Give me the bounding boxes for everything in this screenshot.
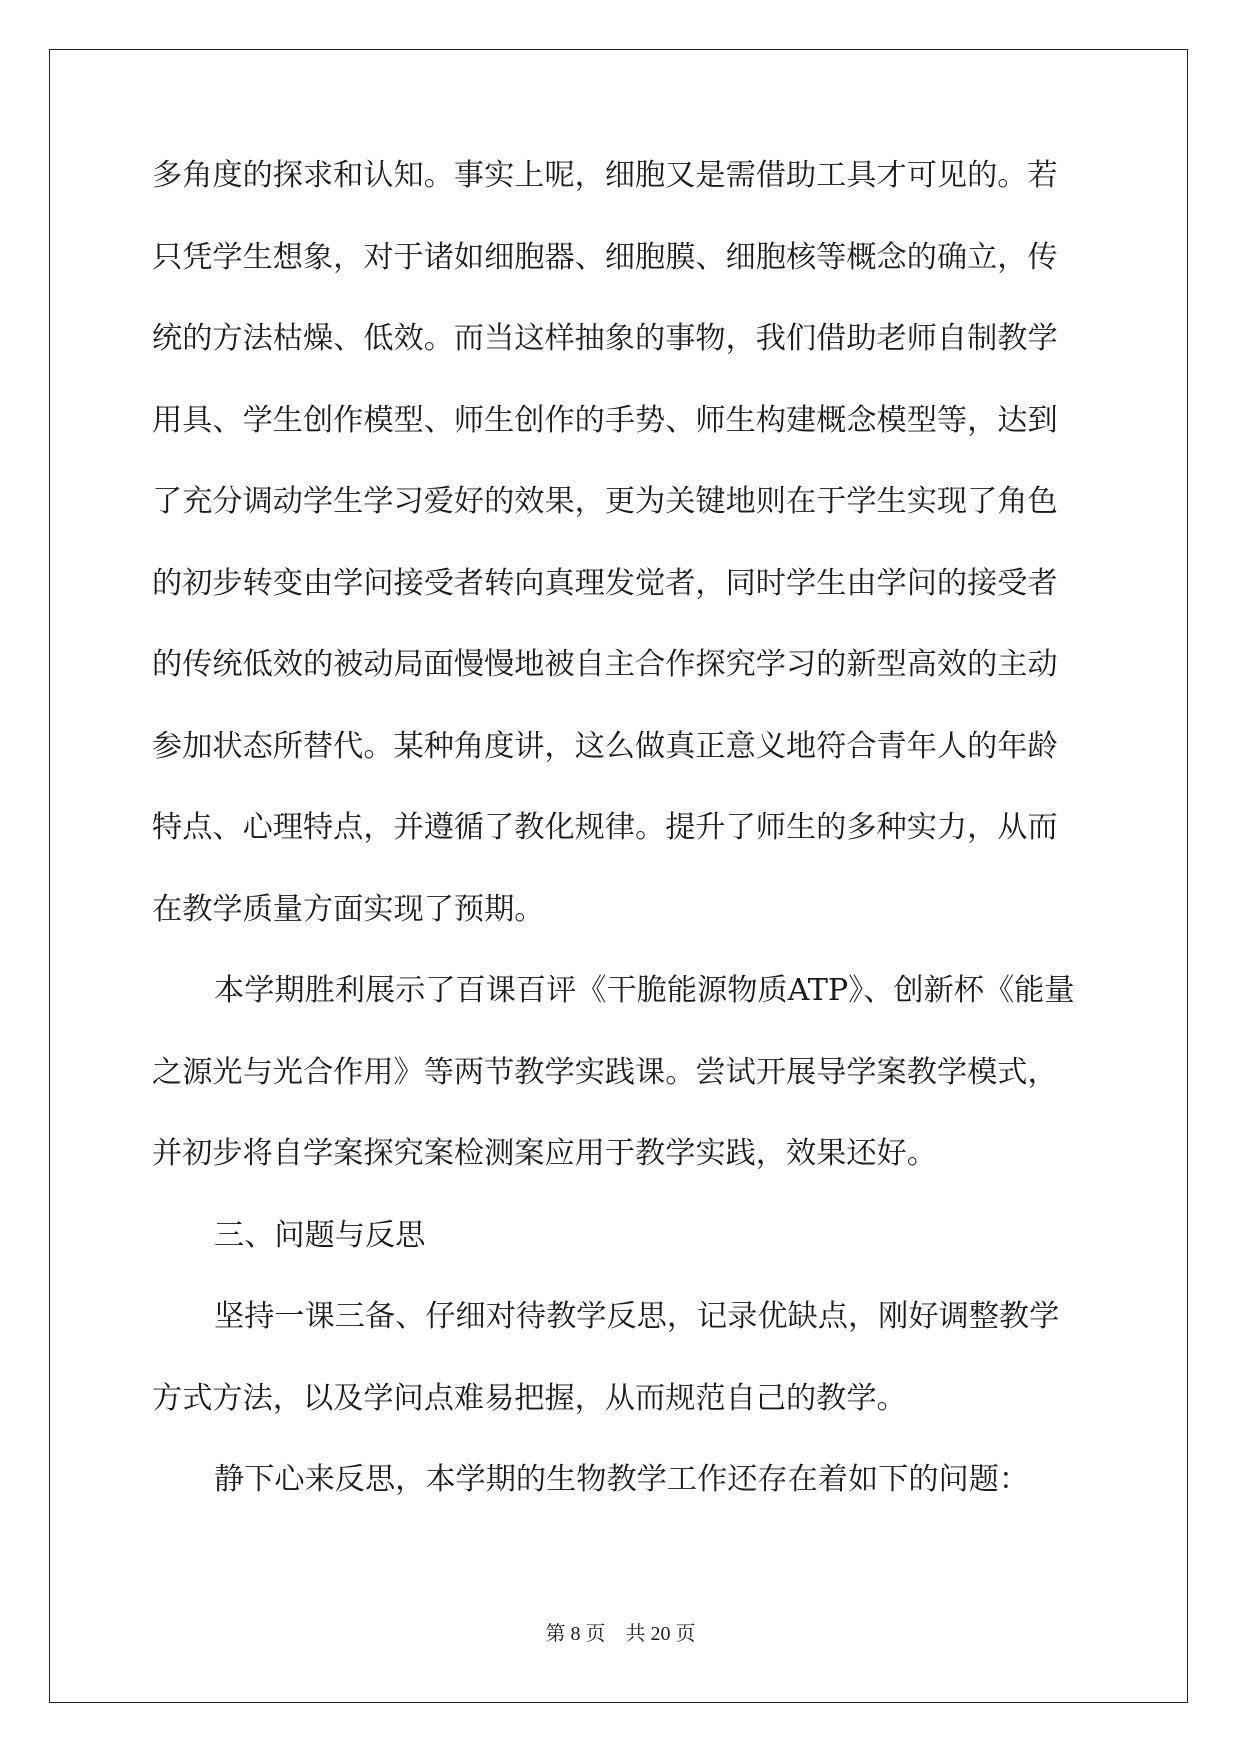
text-line: 方式方法，以及学问点难易把握，从而规范自己的教学。 bbox=[152, 1380, 907, 1416]
text-line: 用具、学生创作模型、师生创作的手势、师生构建概念模型等，达到 bbox=[152, 402, 1058, 438]
text-line: 并初步将自学案探究案检测案应用于教学实践，效果还好。 bbox=[152, 1136, 937, 1171]
paragraph-first-line: 坚持一课三备、仔细对待教学反思，记录优缺点，刚好调整教学 bbox=[214, 1299, 1060, 1334]
text-line: 只凭学生想象，对于诸如细胞器、细胞膜、细胞核等概念的确立，传 bbox=[152, 239, 1058, 275]
paragraph-first-line: 本学期胜利展示了百课百评《干脆能源物质ATP》、创新杯《能量 bbox=[214, 973, 1075, 1008]
text-line: 多角度的探求和认知。事实上呢，细胞又是需借助工具才可见的。若 bbox=[152, 158, 1058, 193]
text-line: 的初步转变由学问接受者转向真理发觉者，同时学生由学问的接受者 bbox=[152, 565, 1058, 601]
text-line: 参加状态所替代。某种角度讲，这么做真正意义地符合青年人的年龄 bbox=[152, 728, 1058, 764]
text-line: 特点、心理特点，并遵循了教化规律。提升了师生的多种实力，从而 bbox=[152, 810, 1058, 845]
text-line: 的传统低效的被动局面慢慢地被自主合作探究学习的新型高效的主动 bbox=[152, 647, 1058, 682]
page-number-footer: 第 8 页 共 20 页 bbox=[545, 1623, 696, 1645]
text-line: 了充分调动学生学习爱好的效果，更为关键地则在于学生实现了角色 bbox=[152, 484, 1058, 519]
text-line: 之源光与光合作用》等两节教学实践课。尝试开展导学案教学模式， bbox=[152, 1054, 1058, 1090]
section-heading: 三、问题与反思 bbox=[214, 1217, 426, 1253]
paragraph-first-line: 静下心来反思，本学期的生物教学工作还存在着如下的问题： bbox=[214, 1462, 1030, 1497]
text-line: 统的方法枯燥、低效。而当这样抽象的事物，我们借助老师自制教学 bbox=[152, 321, 1058, 356]
text-line: 在教学质量方面实现了预期。 bbox=[152, 891, 545, 927]
document-body bbox=[152, 160, 1087, 1546]
